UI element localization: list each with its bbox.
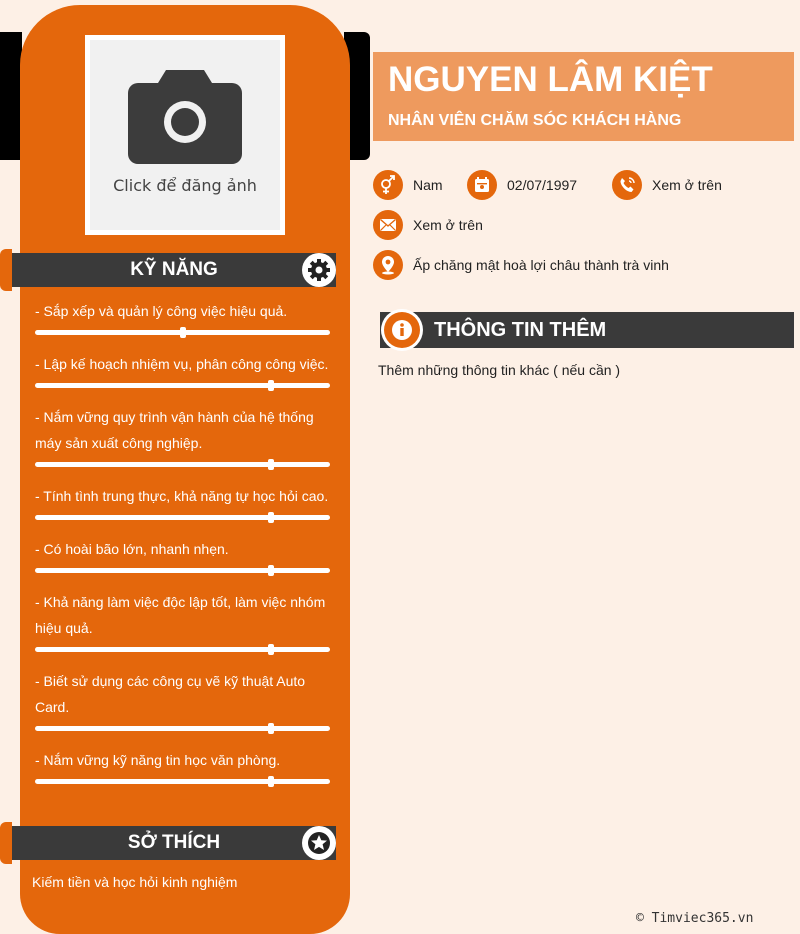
calendar-icon bbox=[467, 170, 497, 200]
extra-info-title: THÔNG TIN THÊM bbox=[434, 318, 607, 341]
skill-level-bar bbox=[35, 462, 330, 467]
hobbies-title: SỞ THÍCH bbox=[127, 832, 221, 853]
gender-icon bbox=[373, 170, 403, 200]
address-value[interactable]: Ấp chăng mật hoà lợi châu thành trà vinh bbox=[413, 257, 669, 273]
email-value[interactable]: Xem ở trên bbox=[413, 217, 483, 233]
phone-value[interactable]: Xem ở trên bbox=[652, 177, 722, 193]
skill-level-knob[interactable] bbox=[268, 512, 274, 523]
skill-item: - Nắm vững kỹ năng tin học văn phòng. bbox=[35, 752, 281, 768]
extra-info-header bbox=[380, 312, 794, 348]
skill-level-bar bbox=[35, 330, 330, 335]
footer-credit: © Timviec365.vn bbox=[636, 911, 754, 926]
skill-level-knob[interactable] bbox=[268, 776, 274, 787]
info-gender bbox=[373, 170, 443, 200]
skill-level-knob[interactable] bbox=[268, 644, 274, 655]
full-name[interactable]: NGUYEN LÂM KIỆT bbox=[388, 60, 713, 99]
skill-item: - Có hoài bão lớn, nhanh nhẹn. bbox=[35, 541, 229, 557]
info-address bbox=[373, 250, 669, 280]
skill-level-bar bbox=[35, 515, 330, 520]
info-phone bbox=[612, 170, 722, 200]
skill-level-knob[interactable] bbox=[268, 459, 274, 470]
hobbies-text: Kiếm tiền và học hỏi kinh nghiệm bbox=[32, 874, 238, 890]
email-icon bbox=[373, 210, 403, 240]
avatar-upload[interactable] bbox=[85, 35, 285, 235]
hobbies-header bbox=[12, 826, 336, 860]
camera-icon bbox=[128, 66, 242, 164]
skill-item: - Sắp xếp và quản lý công việc hiệu quả. bbox=[35, 303, 288, 319]
skill-level-knob[interactable] bbox=[268, 565, 274, 576]
birthday-value[interactable]: 02/07/1997 bbox=[507, 177, 578, 193]
skill-level-bar bbox=[35, 568, 330, 573]
skill-level-knob[interactable] bbox=[268, 723, 274, 734]
avatar-upload-label: Click để đăng ảnh bbox=[113, 175, 257, 195]
extra-info-text[interactable]: Thêm những thông tin khác ( nếu cần ) bbox=[378, 362, 621, 378]
skill-level-bar bbox=[35, 647, 330, 652]
location-pin-icon bbox=[373, 250, 403, 280]
skill-level-bar bbox=[35, 779, 330, 784]
name-header bbox=[373, 52, 794, 141]
skill-item: - Tính tình trung thực, khả năng tự học hỏi cao. bbox=[35, 488, 329, 504]
decor-block-left bbox=[0, 32, 22, 160]
skill-level-knob[interactable] bbox=[268, 380, 274, 391]
skill-item: - Khả năng làm việc độc lập tốt, làm việc nhóm hiệu quả. bbox=[35, 594, 326, 636]
skills-header bbox=[12, 253, 336, 287]
info-birthday bbox=[467, 170, 577, 200]
gender-value[interactable]: Nam bbox=[413, 177, 443, 193]
skill-item: - Lập kế hoạch nhiệm vụ, phân công công việc. bbox=[35, 356, 329, 372]
info-icon bbox=[384, 312, 420, 348]
skill-level-knob[interactable] bbox=[180, 327, 186, 338]
skill-item: - Biết sử dụng các công cụ vẽ kỹ thuật Auto Card. bbox=[35, 673, 306, 715]
gear-icon bbox=[307, 258, 331, 282]
job-position[interactable]: NHÂN VIÊN CHĂM SÓC KHÁCH HÀNG bbox=[388, 112, 682, 129]
phone-icon bbox=[612, 170, 642, 200]
skill-level-bar bbox=[35, 726, 330, 731]
info-email bbox=[373, 210, 483, 240]
skill-level-bar bbox=[35, 383, 330, 388]
skill-item: - Nắm vững quy trình vận hành của hệ thống máy sản xuất công nghiệp. bbox=[35, 409, 314, 451]
skills-title: KỸ NĂNG bbox=[130, 259, 218, 280]
star-icon bbox=[307, 831, 331, 855]
